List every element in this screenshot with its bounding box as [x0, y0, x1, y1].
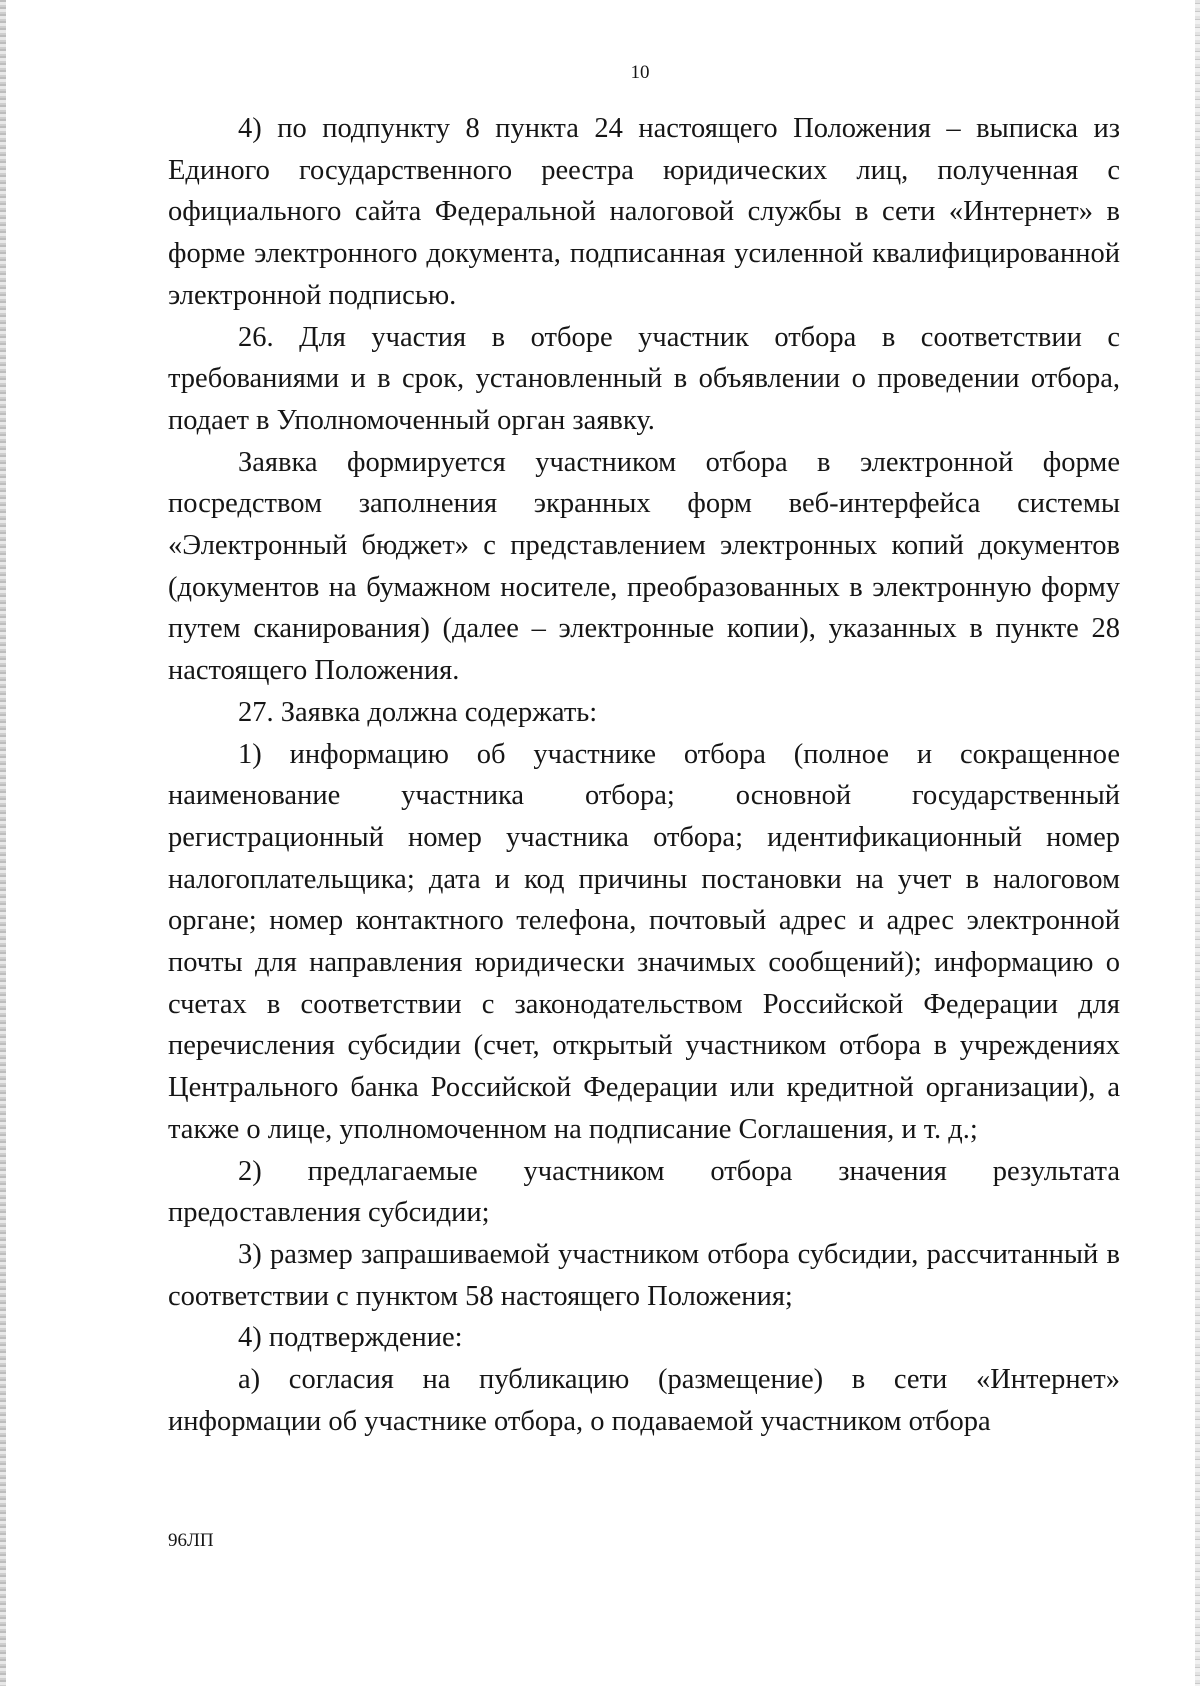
paragraph-item-3-amount: 3) размер запрашиваемой участником отбора субсидии, рассчитанный в соответствии с пунктом 58 настоящего Положения; — [168, 1238, 1120, 1312]
scan-edge-right — [1195, 0, 1200, 1686]
paragraph-26-participation: 26. Для участия в отборе участник отбора в соответствии с требованиями и в срок, установленный в объявлении о проведении отбора, подает в Уполномоченный орган заявку. — [168, 321, 1120, 436]
page-number: 10 — [630, 62, 650, 83]
paragraph-extract-egrul: 4) по подпункту 8 пункта 24 настоящего Положения – выписка из Единого государственного реестра юридических лиц, полученная с официального сайта Федеральной налоговой службы в сети «Интернет» в форме электронного документа, подписанная усиленной квалифицированной электронной подписью. — [168, 113, 1120, 311]
paragraph-item-4-confirmation: 4) подтверждение: — [238, 1322, 463, 1354]
paragraph-item-1-information: 1) информацию об участнике отбора (полное и сокращенное наименование участника отбора; основной государственный регистрационный номер участника отбора; идентификационный номер налогоплательщика; дата и код причины постановки на учет в налоговом органе; номер контактного телефона, почтовый адрес и адрес электронной почты для направления юридически значимых сообщений); информацию о счетах в соответствии с законодательством Российской Федерации для перечисления субсидии (счет, открытый участником отбора в учреждениях Центрального банка Российской Федерации или кредитной организации), а также о лице, уполномоченном на подписание Соглашения, и т. д.; — [168, 738, 1120, 1145]
paragraph-application-formation: Заявка формируется участником отбора в электронной форме посредством заполнения экранных форм веб-интерфейса системы «Электронный бюджет» с представлением электронных копий документов (документов на бумажном носителе, преобразованных в электронную форму путем сканирования) (далее – электронные копии), указанных в пункте 28 настоящего Положения. — [168, 446, 1120, 687]
footer-document-code: 96ЛП — [168, 1530, 214, 1551]
scan-edge-left — [0, 0, 6, 1686]
paragraph-27-contents: 27. Заявка должна содержать: — [238, 696, 598, 728]
paragraph-item-4a-consent: а) согласия на публикацию (размещение) в сети «Интернет» информации об участнике отбора, о подаваемой участником отбора — [168, 1364, 1120, 1437]
document-body — [168, 108, 1120, 1443]
paragraph-item-2-results: 2) предлагаемые участником отбора значения результата предоставления субсидии; — [168, 1155, 1120, 1229]
